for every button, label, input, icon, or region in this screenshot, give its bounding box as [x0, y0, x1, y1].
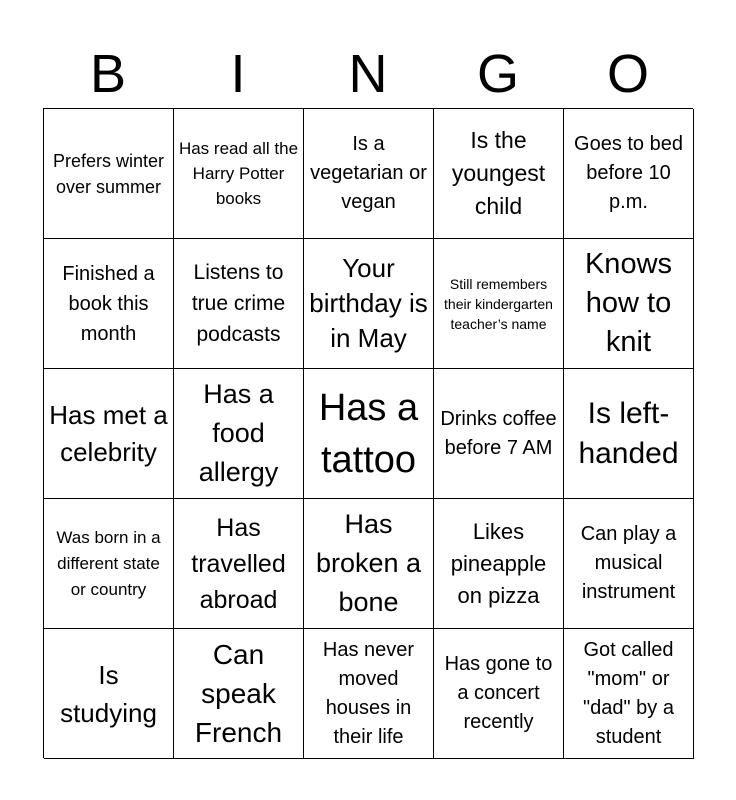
cell-text: Knows how to knit: [584, 248, 673, 358]
bingo-cell[interactable]: [174, 369, 304, 499]
bingo-cell[interactable]: [174, 239, 304, 369]
bingo-cell[interactable]: [434, 499, 564, 629]
bingo-cell[interactable]: [304, 109, 434, 239]
header-letter-g: G: [476, 44, 519, 104]
bingo-cell[interactable]: [304, 239, 434, 369]
bingo-cell[interactable]: [564, 369, 694, 499]
cell-text: Is left-handed: [578, 396, 679, 470]
bingo-cell[interactable]: [564, 499, 694, 629]
cell-text: Your birthday is in May: [309, 253, 428, 353]
cell-text: Drinks coffee before 7 AM: [440, 407, 557, 459]
bingo-cell[interactable]: [434, 239, 564, 369]
bingo-cell[interactable]: [304, 369, 434, 499]
cell-text: Is studying: [60, 659, 157, 728]
bingo-cell[interactable]: [44, 629, 174, 759]
bingo-cell[interactable]: [304, 629, 434, 759]
bingo-cell[interactable]: [564, 629, 694, 759]
cell-text: Was born in a different state or country: [56, 527, 161, 599]
bingo-cell[interactable]: [44, 239, 174, 369]
cell-text: Still remembers their kindergarten teacher’s name: [444, 275, 553, 332]
bingo-cell[interactable]: [44, 109, 174, 239]
bingo-cell[interactable]: [44, 499, 174, 629]
bingo-cell[interactable]: [44, 369, 174, 499]
cell-text: Can speak French: [194, 639, 283, 748]
cell-text: Has a tattoo: [318, 386, 419, 481]
bingo-cell[interactable]: [304, 499, 434, 629]
bingo-cell[interactable]: [434, 629, 564, 759]
bingo-cell[interactable]: [174, 109, 304, 239]
cell-text: Got called "mom" or "dad" by a student: [583, 638, 674, 748]
cell-text: Is a vegetarian or vegan: [310, 133, 427, 213]
bingo-board: [43, 108, 693, 758]
cell-text: Has a food allergy: [198, 379, 279, 487]
bingo-cell[interactable]: [174, 499, 304, 629]
bingo-cell[interactable]: [174, 629, 304, 759]
header-letter-i: I: [230, 44, 246, 104]
cell-text: Prefers winter over summer: [52, 150, 165, 197]
header-letter-n: N: [348, 44, 388, 104]
bingo-cell[interactable]: [564, 239, 694, 369]
header-letter-b: B: [89, 44, 127, 104]
cell-text: Listens to true crime podcasts: [191, 261, 286, 346]
cell-text: Is the youngest child: [451, 127, 546, 219]
bingo-cell[interactable]: [564, 109, 694, 239]
cell-text: Finished a book this month: [62, 262, 155, 345]
cell-text: Goes to bed before 10 p.m.: [574, 133, 683, 213]
cell-text: Has read all the Harry Potter books: [178, 139, 299, 208]
bingo-header: [43, 40, 693, 108]
cell-text: Can play a musical instrument: [580, 523, 677, 603]
cell-text: Has met a celebrity: [49, 399, 168, 467]
cell-text: Has broken a bone: [315, 509, 422, 617]
cell-text: Has travelled abroad: [191, 513, 286, 614]
bingo-cell[interactable]: [434, 109, 564, 239]
header-letter-o: O: [606, 44, 649, 104]
bingo-cell[interactable]: [434, 369, 564, 499]
cell-text: Likes pineapple on pizza: [450, 518, 547, 608]
cell-text: Has gone to a concert recently: [444, 653, 553, 733]
cell-text: Has never moved houses in their life: [322, 638, 415, 748]
